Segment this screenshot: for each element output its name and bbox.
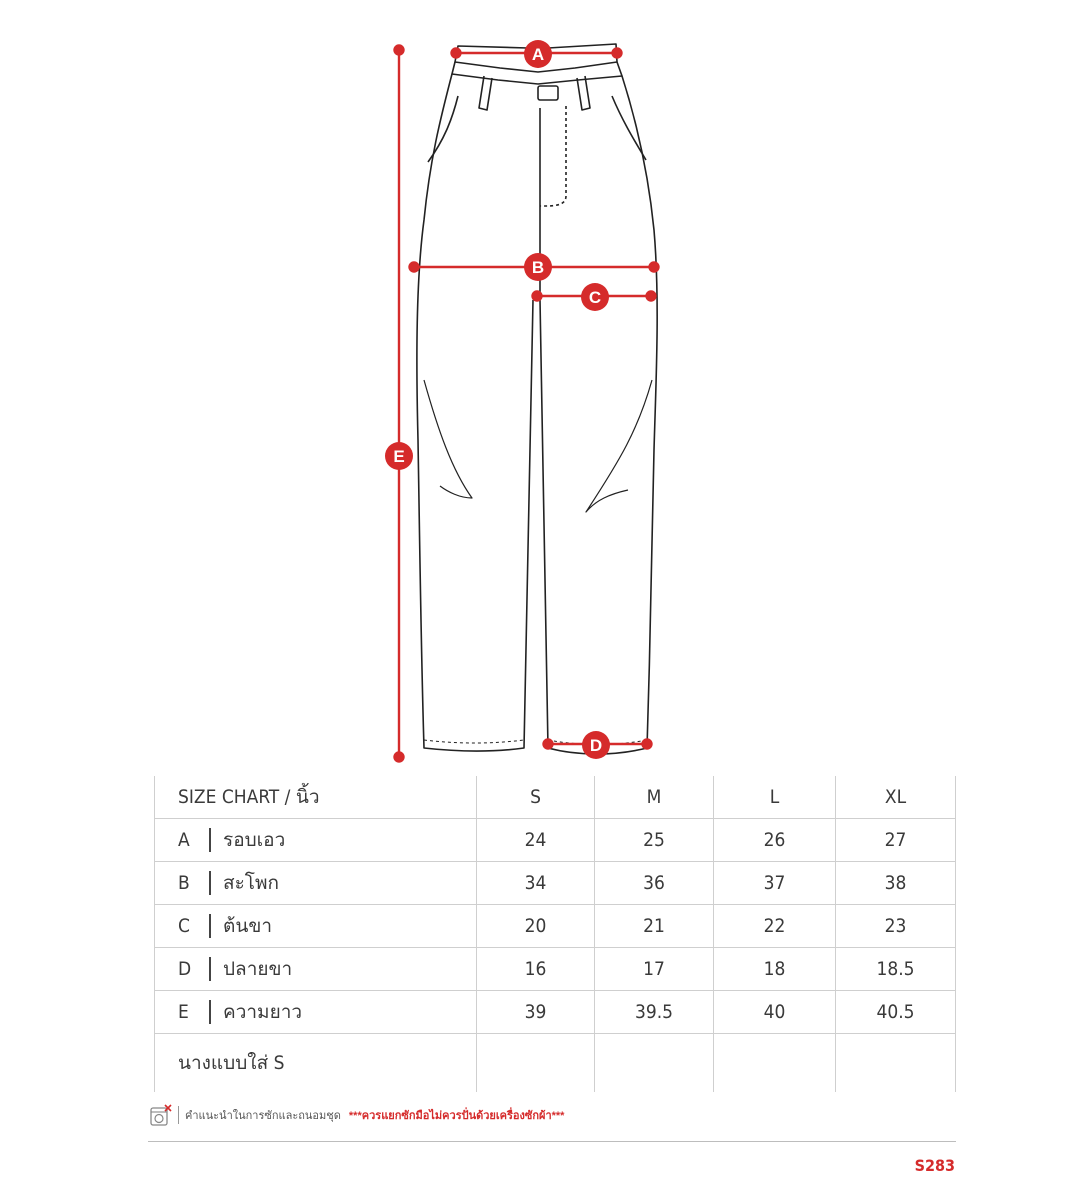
pants-outline — [417, 44, 657, 754]
table-cell: 40.5 — [836, 990, 956, 1033]
svg-text:A: A — [531, 45, 545, 64]
row-label: สะโพก — [223, 871, 280, 894]
table-cell: 40 — [714, 990, 836, 1033]
table-row — [155, 990, 956, 1033]
table-cell: 27 — [836, 818, 956, 861]
row-code: E — [178, 1000, 189, 1023]
table-cell: 26 — [714, 818, 836, 861]
row-code: B — [178, 871, 190, 894]
marker-e — [385, 442, 413, 470]
size-header-l: L — [714, 776, 836, 818]
size-chart-title: SIZE CHART / นิ้ว — [155, 776, 477, 818]
table-cell: 39 — [477, 990, 595, 1033]
care-warning: ***ควรแยกซักมือไม่ควรปั่นด้วยเครื่องซักผ้า*** — [348, 1110, 565, 1122]
table-cell: 37 — [714, 861, 836, 904]
svg-text:B: B — [531, 258, 545, 277]
size-header-xl: XL — [836, 776, 956, 818]
table-row — [155, 818, 956, 861]
table-row — [155, 904, 956, 947]
table-cell: 21 — [595, 904, 714, 947]
row-code: C — [178, 914, 190, 937]
svg-text:E: E — [393, 447, 405, 466]
svg-text:C: C — [588, 288, 602, 307]
marker-d — [582, 731, 610, 759]
table-cell — [595, 1033, 714, 1092]
table-cell — [477, 1033, 595, 1092]
table-header-row — [155, 776, 956, 818]
marker-a — [524, 40, 552, 68]
table-cell: 22 — [714, 904, 836, 947]
table-cell: 38 — [836, 861, 956, 904]
row-separator — [209, 1000, 211, 1024]
row-label: ความยาว — [223, 1000, 303, 1023]
model-note-row — [155, 1033, 956, 1092]
size-header-s: S — [477, 776, 595, 818]
row-separator — [209, 871, 211, 895]
row-separator — [209, 957, 211, 981]
size-chart-table — [154, 776, 956, 1092]
table-cell: 18 — [714, 947, 836, 990]
table-row — [155, 861, 956, 904]
care-text: คำแนะนำในการซักและถนอมชุด — [185, 1110, 341, 1122]
table-cell: 39.5 — [595, 990, 714, 1033]
svg-text:D: D — [589, 736, 603, 755]
table-row — [155, 947, 956, 990]
care-instructions — [150, 1104, 564, 1126]
row-label: ต้นขา — [223, 914, 272, 937]
row-label: รอบเอว — [223, 828, 286, 851]
table-cell: 34 — [477, 861, 595, 904]
table-cell: 18.5 — [836, 947, 956, 990]
row-separator — [209, 828, 211, 852]
marker-c — [581, 283, 609, 311]
no-machine-wash-icon — [150, 1104, 172, 1126]
care-separator — [178, 1106, 179, 1124]
table-cell: 24 — [477, 818, 595, 861]
table-cell — [714, 1033, 836, 1092]
table-cell: 17 — [595, 947, 714, 990]
row-label: ปลายขา — [223, 957, 293, 980]
model-note: นางแบบใส่ S — [155, 1033, 477, 1092]
footer-divider — [148, 1141, 956, 1142]
product-code: S283 — [914, 1156, 955, 1175]
row-separator — [209, 914, 211, 938]
size-header-m: M — [595, 776, 714, 818]
table-cell: 16 — [477, 947, 595, 990]
row-code: A — [178, 828, 190, 851]
table-cell: 23 — [836, 904, 956, 947]
table-cell: 36 — [595, 861, 714, 904]
table-cell: 25 — [595, 818, 714, 861]
table-cell: 20 — [477, 904, 595, 947]
marker-b — [524, 253, 552, 281]
table-cell — [836, 1033, 956, 1092]
row-code: D — [178, 957, 192, 980]
